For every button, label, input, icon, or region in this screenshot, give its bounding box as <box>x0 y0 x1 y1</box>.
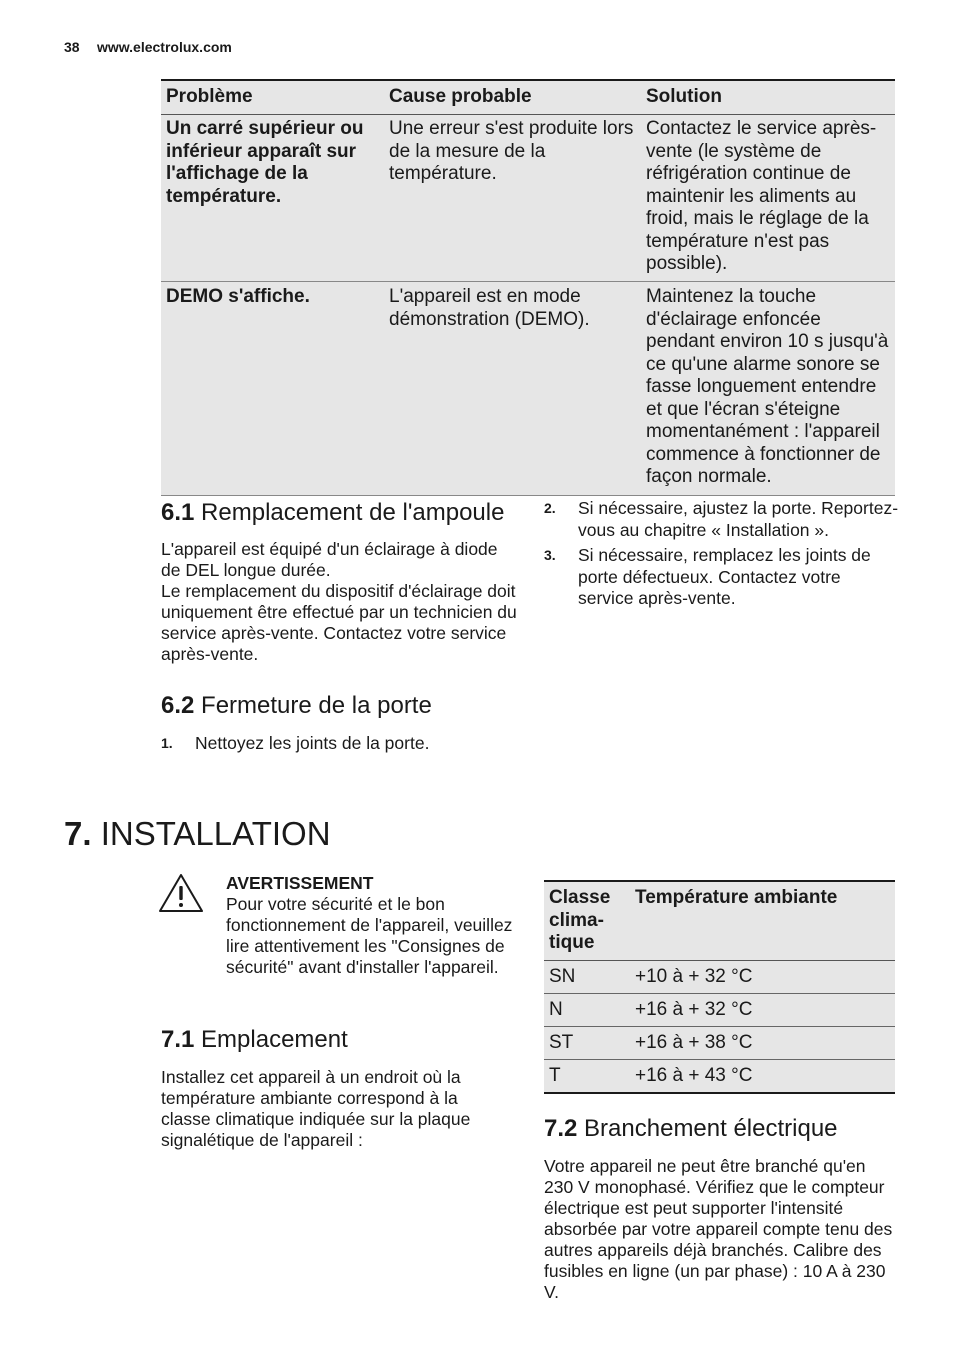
paragraph: Le remplacement du dispositif d'éclairage doit uniquement être effectué par un technicien du service après-vente. Contactez votre service après-vente. <box>161 581 517 664</box>
step-number: 3. <box>544 547 556 563</box>
problem-cell: DEMO s'affiche. <box>161 282 384 496</box>
section-6-1-body <box>161 539 521 665</box>
column-header-problem: Problème <box>161 80 384 115</box>
problem-cell: Un carré supérieur ou inférieur apparaît sur l'affichage de la température. <box>161 115 384 282</box>
step-text: Si nécessaire, remplacez les joints de porte défectueux. Contactez votre service après-vente. <box>578 545 871 608</box>
climate-class-cell: N <box>544 994 635 1027</box>
column-header-cause: Cause probable <box>384 80 641 115</box>
section-7-2-body: Votre appareil ne peut être branché qu'en 230 V monophasé. Vérifiez que le compteur électrique est peut supporter l'intensité absorbée par votre appareil compte tenu des autres appareils déjà branchés. Calibre des fusibles en ligne (un par phase) : 10 A à 230 V. <box>544 1156 893 1302</box>
solution-cell: Maintenez la touche d'éclairage enfoncée pendant environ 10 s jusqu'à ce qu'une alarme sonore se fasse longuement entendre et que l'écran s'éteigne momentanément : l'appareil commence à fonctionner de façon normale. <box>641 282 895 496</box>
climate-class-cell: ST <box>544 1027 635 1060</box>
door-steps-continued <box>544 498 900 614</box>
column-header-ambient-temperature: Température ambiante <box>635 881 895 961</box>
section-heading-6-1: 6.1 Remplacement de l'ampoule <box>161 499 505 526</box>
temperature-cell: +16 à + 43 °C <box>635 1060 895 1094</box>
table-row <box>544 961 895 994</box>
list-item <box>544 498 900 541</box>
list-item <box>544 545 900 610</box>
website-url: www.electrolux.com <box>97 39 232 55</box>
table-header-row <box>544 881 895 961</box>
paragraph: L'appareil est équipé d'un éclairage à diode de DEL longue durée. <box>161 539 498 580</box>
table-row <box>544 1027 895 1060</box>
table-row <box>161 282 895 496</box>
temperature-cell: +16 à + 32 °C <box>635 994 895 1027</box>
table-row <box>544 994 895 1027</box>
door-steps <box>161 733 521 759</box>
section-heading-7-2: 7.2 Branchement électrique <box>544 1115 838 1142</box>
step-text: Nettoyez les joints de la porte. <box>195 733 430 753</box>
warning-triangle-icon <box>158 873 204 913</box>
warning-title: AVERTISSEMENT <box>226 873 374 893</box>
warning-block <box>226 873 516 978</box>
warning-text: Pour votre sécurité et le bon fonctionnement de l'appareil, veuillez lire attentivement les "Consignes de sécurité" avant d'installer l'appareil. <box>226 894 513 977</box>
cause-cell: Une erreur s'est produite lors de la mesure de la température. <box>384 115 641 282</box>
cause-cell: L'appareil est en mode démonstration (DEMO). <box>384 282 641 496</box>
troubleshooting-table <box>161 79 895 496</box>
table-header-row <box>161 80 895 115</box>
temperature-cell: +16 à + 38 °C <box>635 1027 895 1060</box>
chapter-heading: 7. INSTALLATION <box>64 815 331 852</box>
column-header-solution: Solution <box>641 80 895 115</box>
climate-class-cell: T <box>544 1060 635 1094</box>
section-heading-7-1: 7.1 Emplacement <box>161 1026 348 1053</box>
column-header-climate-class: Classe clima- tique <box>544 881 635 961</box>
solution-cell: Contactez le service après-vente (le système de réfrigération continue de maintenir les aliments au froid, mais le réglage de la température n'est pas possible). <box>641 115 895 282</box>
page-number: 38 <box>64 39 80 55</box>
table-row <box>161 115 895 282</box>
climate-class-cell: SN <box>544 961 635 994</box>
section-heading-6-2: 6.2 Fermeture de la porte <box>161 692 432 719</box>
table-row <box>544 1060 895 1094</box>
list-item <box>161 733 521 755</box>
step-number: 1. <box>161 735 173 751</box>
temperature-cell: +10 à + 32 °C <box>635 961 895 994</box>
step-number: 2. <box>544 500 556 516</box>
step-text: Si nécessaire, ajustez la porte. Reportez-vous au chapitre « Installation ». <box>578 498 899 540</box>
climate-class-table <box>544 880 895 1094</box>
section-7-1-body: Installez cet appareil à un endroit où la température ambiante correspond à la classe climatique indiquée sur la plaque signalétique de l'appareil : <box>161 1067 471 1150</box>
